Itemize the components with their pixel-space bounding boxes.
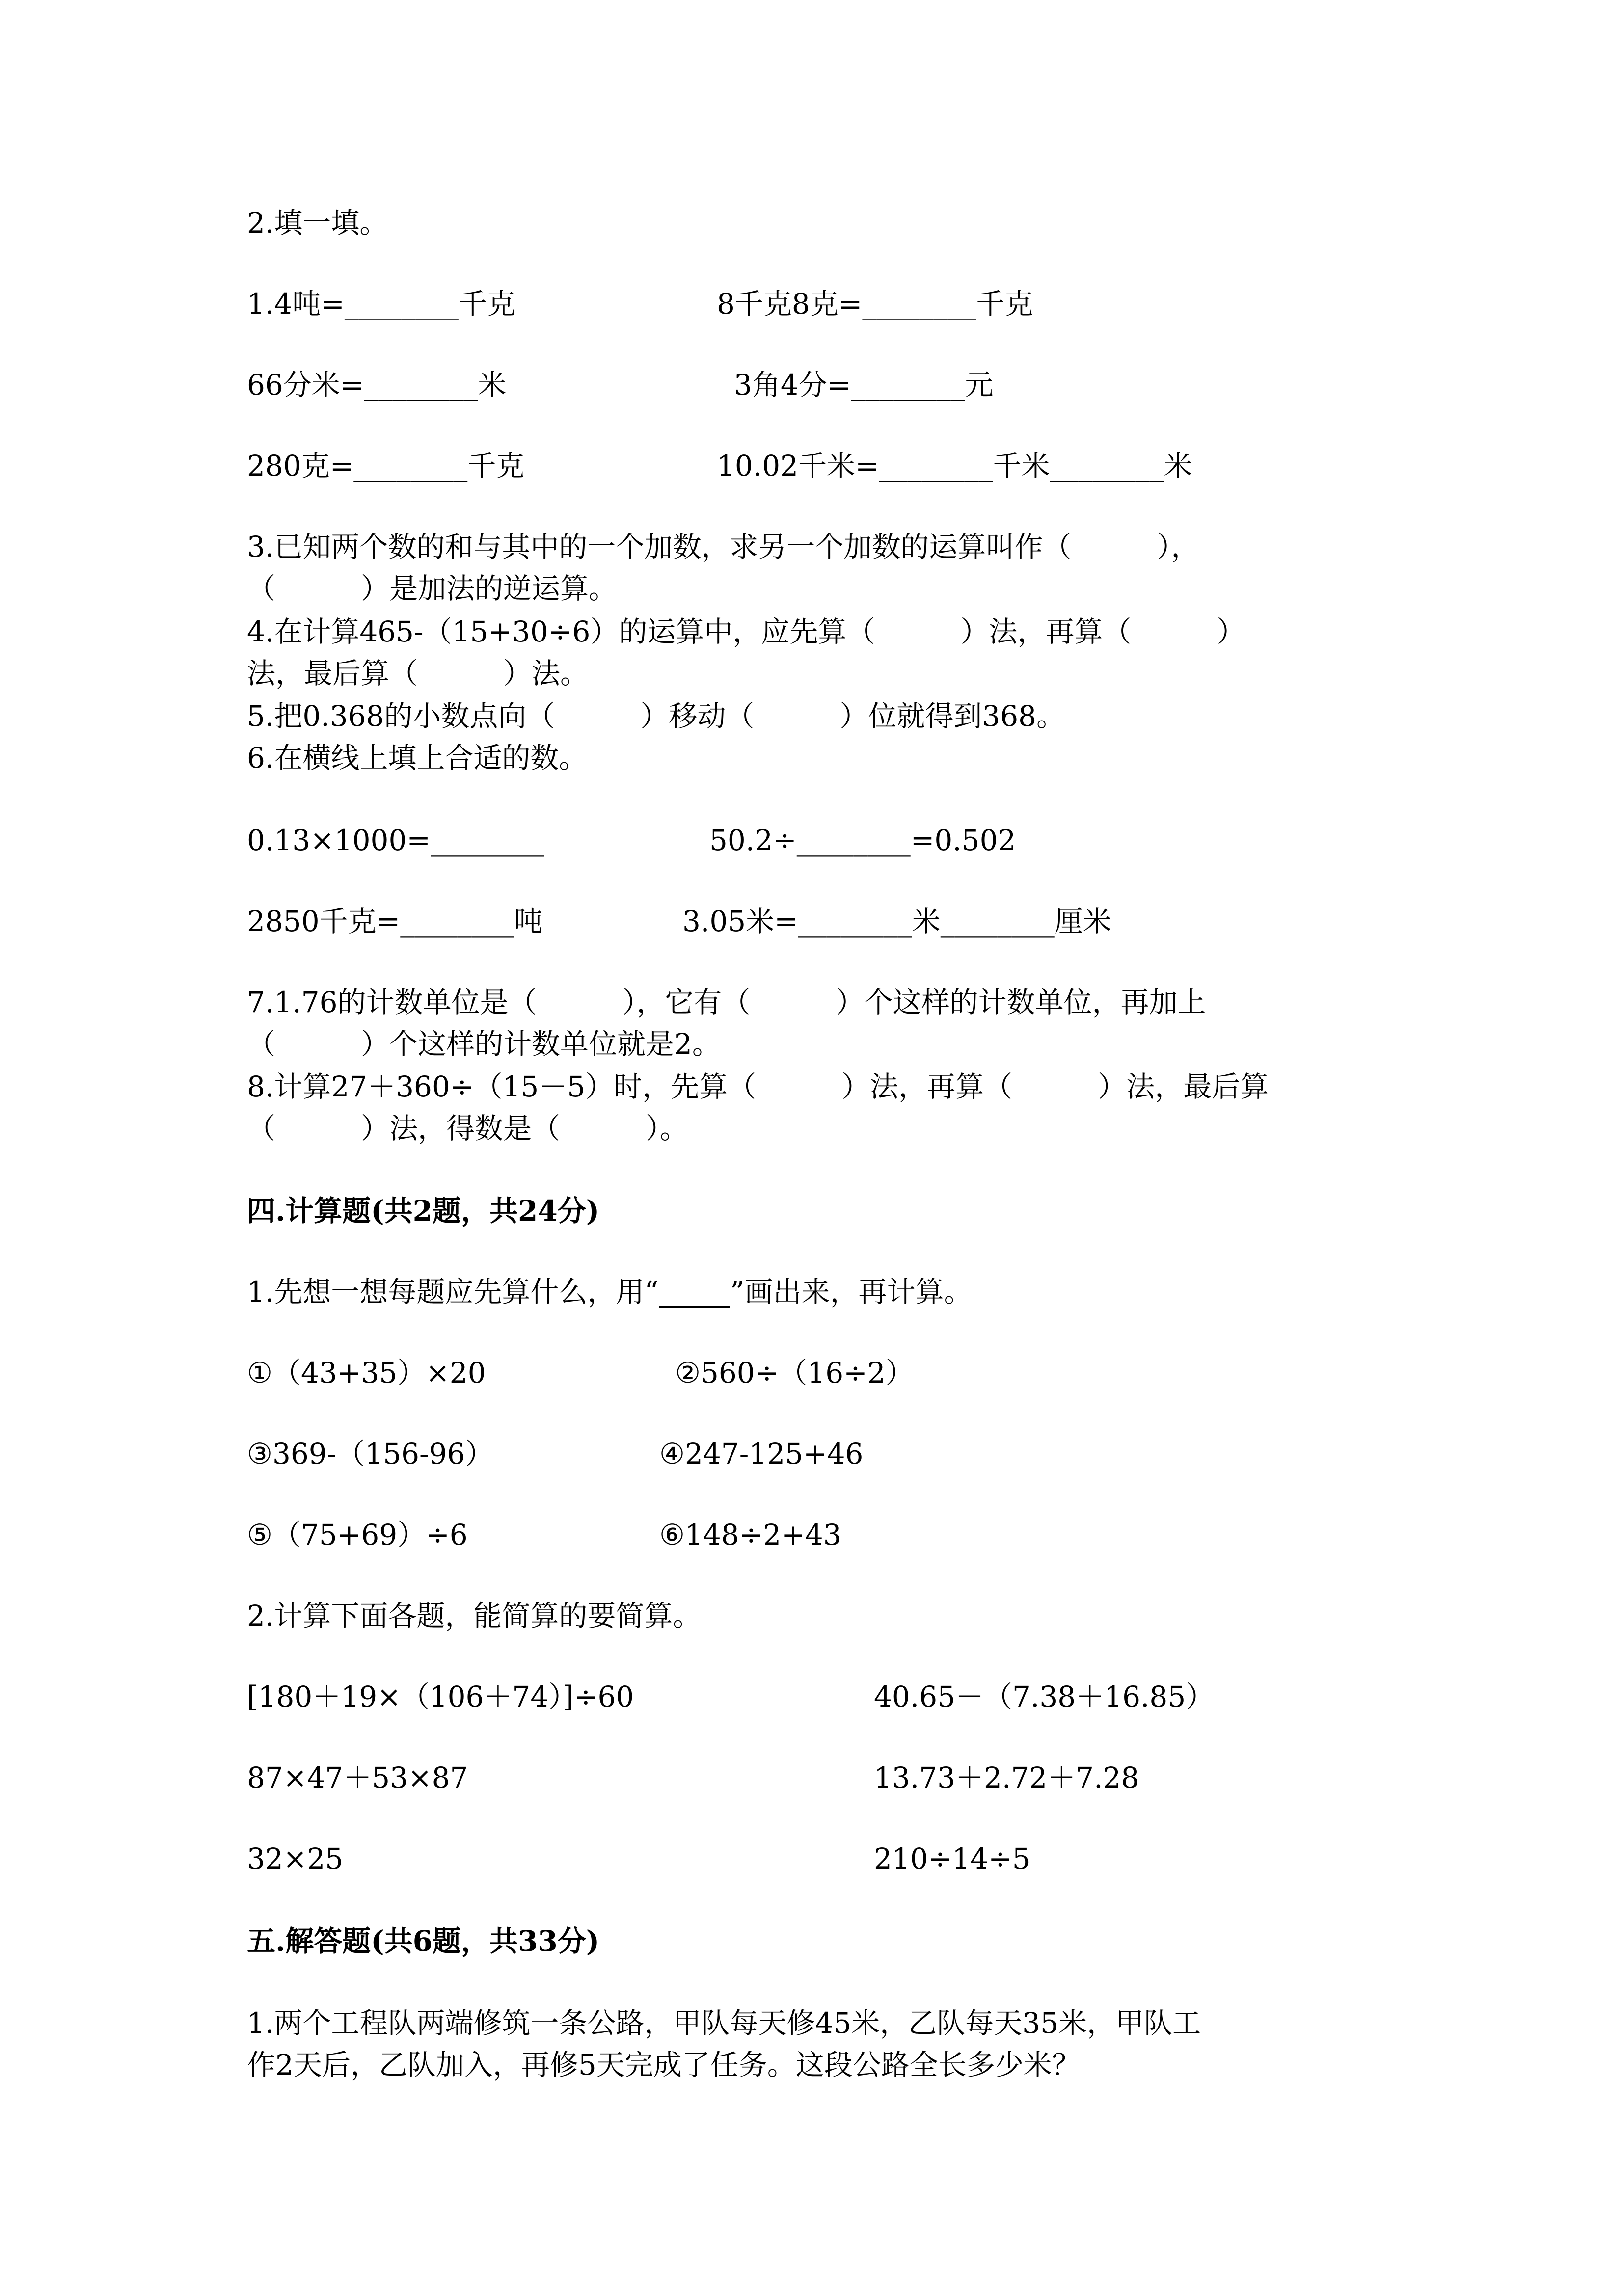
calculation-item: 32×25 [247, 1842, 344, 1875]
calculation-item: 210÷14÷5 [874, 1842, 1030, 1875]
underline-mark-sample [659, 1275, 730, 1308]
question-4-line-1: 4.在计算465-（15+30÷6）的运算中，应先算（ ）法，再算（ ） [247, 615, 1245, 648]
word-problem-1-line-1: 1.两个工程队两端修筑一条公路，甲队每天修45米，乙队每天35米，甲队工 [247, 2006, 1201, 2040]
conversion-item: 3角4分=________元 [734, 368, 994, 401]
problem-1-text-start: 1.先想一想每题应先算什么，用“ [247, 1275, 659, 1308]
question-3-line-2: （ ）是加法的逆运算。 [247, 572, 618, 605]
section-5-title: 五.解答题(共6题，共33分) [247, 1924, 600, 1958]
blank-item: 0.13×1000=________ [247, 824, 544, 857]
question-5: 5.把0.368的小数点向（ ）移动（ ）位就得到368。 [247, 699, 1065, 733]
question-7-line-1: 7.1.76的计数单位是（ ），它有（ ）个这样的计数单位，再加上 [247, 986, 1206, 1019]
blank-item: 2850千克=________吨 [247, 905, 543, 938]
question-6-heading: 6.在横线上填上合适的数。 [247, 741, 588, 774]
conversion-item: 1.4吨=________千克 [247, 287, 515, 320]
question-3-line-1: 3.已知两个数的和与其中的一个加数，求另一个加数的运算叫作（ ）， [247, 530, 1200, 563]
question-2-heading: 2.填一填。 [247, 206, 388, 240]
word-problem-1-line-2: 作2天后，乙队加入，再修5天完成了任务。这段公路全长多少米？ [247, 2048, 1081, 2082]
problem-1-text-end: ”画出来，再计算。 [730, 1275, 973, 1308]
section-4-problem-1 [247, 1275, 973, 1308]
question-8-line-2: （ ）法，得数是（ ）。 [247, 1112, 689, 1145]
calculation-item: [180＋19×（106＋74）]÷60 [247, 1680, 634, 1713]
expression-item: ④247-125+46 [659, 1437, 864, 1470]
expression-item: ①（43+35）×20 [247, 1356, 486, 1389]
question-8-line-1: 8.计算27＋360÷（15－5）时，先算（ ）法，再算（ ）法，最后算 [247, 1070, 1269, 1103]
section-4-problem-2: 2.计算下面各题，能简算的要简算。 [247, 1599, 702, 1632]
blank-item: 3.05米=________米________厘米 [682, 905, 1111, 938]
expression-item: ⑤（75+69）÷6 [247, 1518, 468, 1551]
conversion-item: 66分米=________米 [247, 368, 507, 401]
expression-item: ③369-（156-96） [247, 1437, 494, 1470]
calculation-item: 13.73＋2.72＋7.28 [874, 1761, 1139, 1794]
conversion-item: 8千克8克=________千克 [717, 287, 1033, 320]
expression-item: ⑥148÷2+43 [659, 1518, 841, 1551]
expression-item: ②560÷（16÷2） [675, 1356, 914, 1389]
calculation-item: 40.65－（7.38＋16.85） [874, 1680, 1215, 1713]
question-4-line-2: 法，最后算（ ）法。 [247, 657, 589, 690]
blank-item: 50.2÷________=0.502 [709, 824, 1016, 857]
section-4-title: 四.计算题(共2题，共24分) [247, 1194, 600, 1228]
question-7-line-2: （ ）个这样的计数单位就是2。 [247, 1027, 721, 1061]
conversion-item: 10.02千米=________千米________米 [717, 449, 1192, 482]
conversion-item: 280克=________千克 [247, 449, 525, 482]
calculation-item: 87×47＋53×87 [247, 1761, 468, 1794]
